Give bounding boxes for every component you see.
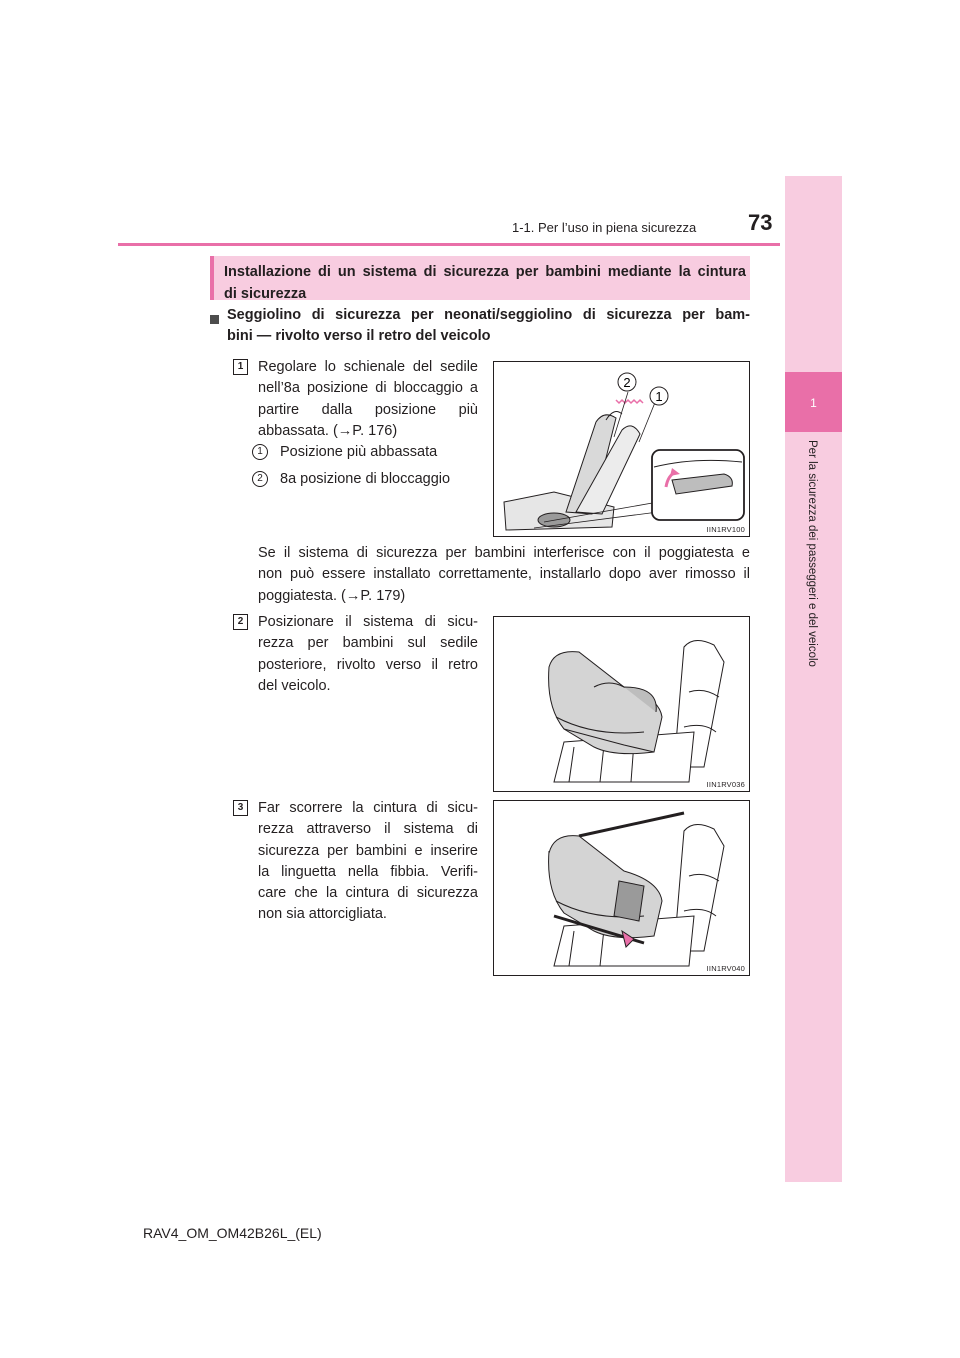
step-3-line: rezza attraverso il sistema di xyxy=(258,821,478,838)
step-1-line: nell’8a posizione di bloccaggio a xyxy=(258,380,478,397)
seat-recline-illustration xyxy=(494,362,750,537)
callout-number: 1 xyxy=(252,444,268,460)
chapter-number: 1 xyxy=(810,396,817,410)
callout-text: 8a posizione di bloccaggio xyxy=(280,471,451,487)
running-header: 1-1. Per l’uso in piena sicurezza xyxy=(512,220,697,235)
note-line: non può essere installato correttamente, installarlo dopo aver rimosso il xyxy=(258,566,750,583)
section-heading-line2: di sicurezza xyxy=(224,286,307,302)
step-2-text xyxy=(258,612,478,697)
step-3-line: non sia attorcigliata. xyxy=(258,906,387,923)
step-3-line: care che la cintura di sicurezza xyxy=(258,885,478,902)
subsection-bullet-icon xyxy=(210,315,219,324)
figure-seat-placement xyxy=(493,616,750,792)
step-1-note xyxy=(258,543,750,607)
header-rule xyxy=(118,243,780,246)
page-number: 73 xyxy=(748,210,773,235)
step-2-line: del veicolo. xyxy=(258,677,331,694)
chapter-title: Per la sicurezza dei passeggeri e del veicolo xyxy=(806,440,818,667)
step-3-line: sicurezza per bambini e inserire xyxy=(258,842,478,859)
step-number-badge: 2 xyxy=(233,614,248,630)
chapter-number-tab xyxy=(785,372,842,432)
step-1-line: abbassata. (→P. 176) xyxy=(258,422,398,439)
step-2-line: rezza per bambini sul sedile xyxy=(258,635,478,652)
step-1-line: Regolare lo schienale del sedile xyxy=(258,359,478,375)
callout-text: Posizione più abbassata xyxy=(280,444,438,460)
chapter-title-container xyxy=(806,440,824,700)
subsection-title xyxy=(227,305,750,347)
subsection-title-line1: Seggiolino di sicurezza per neonati/seggiolino di sicurezza per bam- xyxy=(227,307,750,323)
section-heading-line1: Installazione di un sistema di sicurezza per bambini mediante la cintura xyxy=(224,264,746,280)
note-line: Se il sistema di sicurezza per bambini interferisce con il poggiatesta e xyxy=(258,545,750,561)
note-line: poggiatesta. (→P. 179) xyxy=(258,587,406,604)
figure-belt-routing xyxy=(493,800,750,976)
figure-label: 1 xyxy=(655,389,663,404)
step-3-line: Far scorrere la cintura di sicu- xyxy=(258,800,478,816)
subsection-title-line2: bini — rivolto verso il retro del veicolo xyxy=(227,328,491,344)
step-1-text xyxy=(258,357,478,442)
figure-code: IIN1RV036 xyxy=(706,780,745,789)
step-number-badge: 3 xyxy=(233,800,248,816)
step-2-line: Posizionare il sistema di sicu- xyxy=(258,614,478,630)
document-code: RAV4_OM_OM42B26L_(EL) xyxy=(143,1225,322,1241)
step-number-badge: 1 xyxy=(233,359,248,375)
callout-number: 2 xyxy=(252,471,268,487)
step-3-text xyxy=(258,798,478,926)
belt-routing-illustration xyxy=(494,801,750,976)
step-3-line: la linguetta nella fibbia. Verifi- xyxy=(258,863,478,880)
step-1-line: partire dalla posizione più xyxy=(258,401,478,418)
section-heading xyxy=(224,261,746,305)
figure-seat-recline xyxy=(493,361,750,537)
figure-label: 2 xyxy=(623,375,631,390)
child-seat-rear-facing-illustration xyxy=(494,617,750,792)
figure-code: IIN1RV040 xyxy=(706,964,745,973)
step-2-line: posteriore, rivolto verso il retro xyxy=(258,656,478,673)
figure-code: IIN1RV100 xyxy=(706,525,745,534)
